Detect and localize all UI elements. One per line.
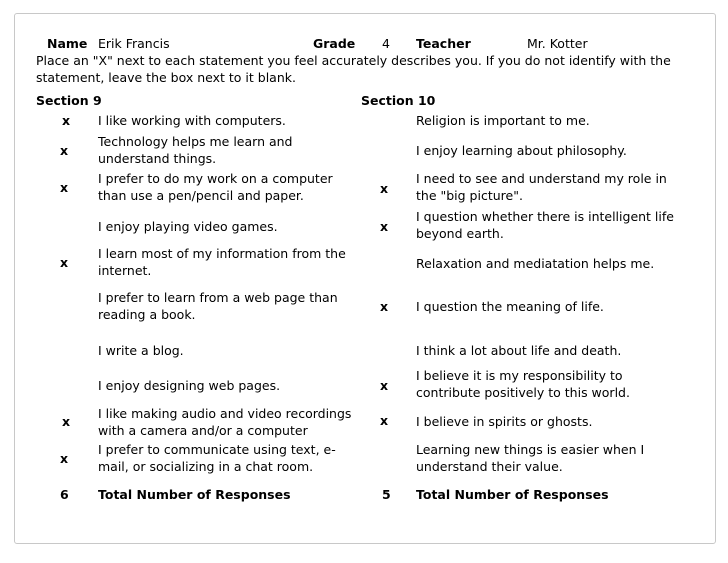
s10-mark-3[interactable]: x [380, 181, 389, 196]
s9-mark-2[interactable]: x [60, 143, 69, 158]
s9-statement-4: I enjoy playing video games. [98, 219, 278, 234]
name-label: Name [47, 36, 88, 51]
teacher-label: Teacher [416, 36, 471, 51]
s9-statement-7: I write a blog. [98, 343, 184, 358]
s10-statement-3: I need to see and understand my role in the "big picture". [416, 171, 667, 203]
s9-mark-9[interactable]: x [62, 414, 71, 429]
grade-label: Grade [313, 36, 356, 51]
s9-total-count: 6 [60, 487, 69, 502]
s9-statement-2: Technology helps me learn and understand things. [98, 134, 293, 166]
instructions-line-2: statement, leave the box next to it blank. [36, 70, 296, 85]
s9-statement-8: I enjoy designing web pages. [98, 378, 281, 393]
s10-mark-8[interactable]: x [380, 378, 389, 393]
s10-mark-9[interactable]: x [380, 413, 389, 428]
s10-total-count: 5 [382, 487, 391, 502]
section-9-title: Section 9 [36, 93, 102, 108]
instructions-line-1: Place an "X" next to each statement you feel accurately describes you. If you do not identify with the [36, 53, 671, 68]
s10-mark-6[interactable]: x [380, 299, 389, 314]
s10-statement-4: I question whether there is intelligent life beyond earth. [416, 209, 674, 241]
s9-statement-6: I prefer to learn from a web page than reading a book. [98, 290, 338, 322]
s9-statement-10: I prefer to communicate using text, e-mail, or socializing in a chat room. [98, 442, 336, 474]
s10-statement-9: I believe in spirits or ghosts. [416, 414, 593, 429]
s9-statement-5: I learn most of my information from the internet. [98, 246, 346, 278]
s9-statement-9: I like making audio and video recordings with a camera and/or a computer [98, 406, 352, 438]
grade-value: 4 [382, 36, 390, 51]
s9-mark-5[interactable]: x [60, 255, 69, 270]
s10-statement-2: I enjoy learning about philosophy. [416, 143, 627, 158]
name-value: Erik Francis [98, 36, 170, 51]
s10-statement-10: Learning new things is easier when I understand their value. [416, 442, 645, 474]
s9-total-label: Total Number of Responses [98, 487, 291, 502]
s10-statement-6: I question the meaning of life. [416, 299, 604, 314]
s9-mark-3[interactable]: x [60, 180, 69, 195]
s10-total-label: Total Number of Responses [416, 487, 609, 502]
s10-statement-8: I believe it is my responsibility to contribute positively to this world. [416, 368, 630, 400]
teacher-value: Mr. Kotter [527, 36, 588, 51]
s9-statement-3: I prefer to do my work on a computer than use a pen/pencil and paper. [98, 171, 333, 203]
s9-mark-1[interactable]: x [62, 113, 71, 128]
s10-statement-7: I think a lot about life and death. [416, 343, 622, 358]
s10-statement-5: Relaxation and mediatation helps me. [416, 256, 655, 271]
s10-statement-1: Religion is important to me. [416, 113, 590, 128]
section-10-title: Section 10 [361, 93, 436, 108]
s9-mark-10[interactable]: x [60, 451, 69, 466]
s9-statement-1: I like working with computers. [98, 113, 286, 128]
s10-mark-4[interactable]: x [380, 219, 389, 234]
